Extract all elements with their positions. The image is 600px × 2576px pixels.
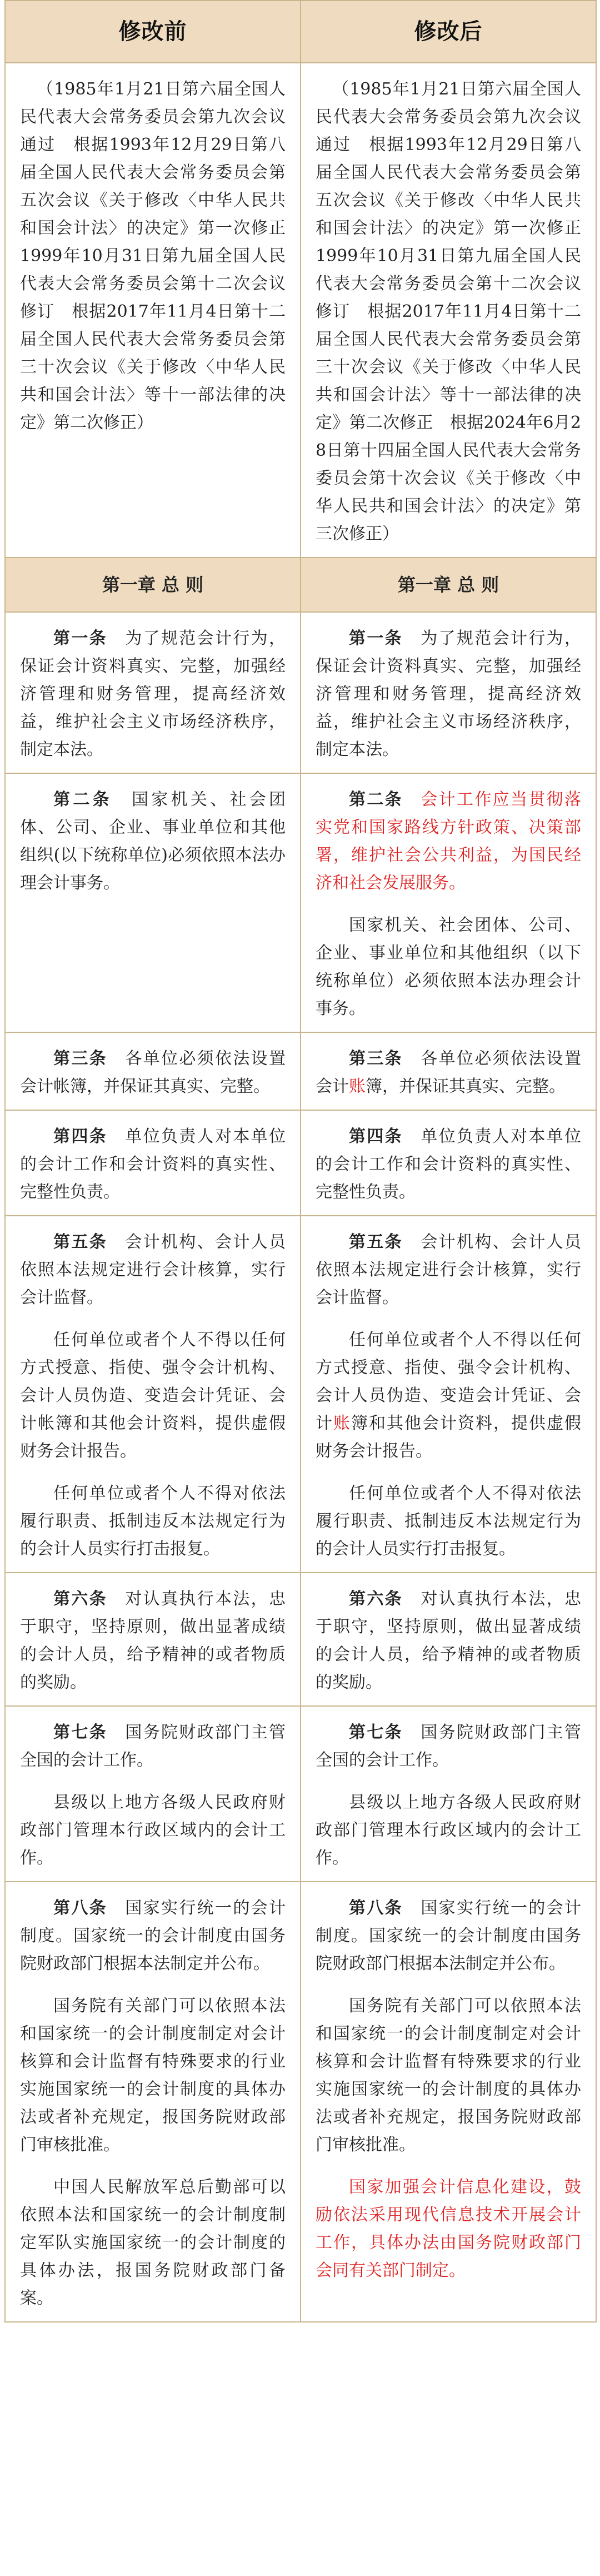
article-text: 国务院有关部门可以依照本法和国家统一的会计制度制定对会计核算和会计监督有特殊要求的行业实施国家统一的会计制度的具体办法或者补充规定，报国务院财政部门审核批准。 (20, 1996, 286, 2155)
paragraph (316, 786, 581, 897)
cell-after (301, 773, 596, 1032)
paragraph (20, 625, 286, 764)
cell-before (5, 773, 301, 1032)
article-text: 国务院财政部门主管全国的会计工作。 (316, 1723, 582, 1770)
article-number: 第七条 (53, 1723, 107, 1742)
cell-before (5, 1882, 301, 2322)
paragraph (316, 1045, 581, 1101)
article-number: 第五条 (53, 1232, 107, 1252)
paragraph (20, 76, 302, 437)
cell-before (5, 1110, 301, 1216)
table-row (5, 1032, 596, 1110)
article-number: 第七条 (349, 1723, 403, 1742)
paragraph (316, 1229, 581, 1312)
table-row (5, 1706, 596, 1882)
article-text: 国家机关、社会团体、公司、企业、事业单位和其他组织(以下统称单位)必须依照本法办理会计事务。 (20, 790, 286, 893)
article-number: 第一条 (53, 629, 107, 648)
article-text: 县级以上地方各级人民政府财政部门管理本行政区域内的会计工作。 (20, 1793, 286, 1868)
cell-before (5, 63, 301, 558)
paragraph (20, 1894, 286, 1978)
article-number: 第三条 (53, 1049, 107, 1068)
paragraph (20, 1585, 286, 1697)
article-number: 第一条 (349, 629, 403, 648)
article-text: （1985年1月21日第六届全国人民代表大会常务委员会第九次会议通过 根据1993年12月29日第八届全国人民代表大会常务委员会第五次会议《关于修改〈中华人民共和国会计法〉的决定》第一次修正 1999年10月31日第九届全国人民代表大会常务委员会第十二次会议修订 根据2017年11月4日第十二届全国人民代表大会常务委员会第三十次会议《关于修改〈中华人民共和国会计法〉等十一部法律的决定》第二次修正 根据2024年6月28日第十四届全国人民代表大会常务委员会第十次会议《关于修改〈中华人民共和国会计法〉的决定》第三次修正） (316, 79, 598, 544)
article-text: 单位负责人对本单位的会计工作和会计资料的真实性、完整性负责。 (316, 1127, 582, 1202)
table-row (5, 1216, 596, 1573)
article-text: 县级以上地方各级人民政府财政部门管理本行政区域内的会计工作。 (316, 1793, 581, 1868)
article-number: 第六条 (53, 1589, 107, 1609)
article-text: 各单位必须依法设置会计 (316, 1049, 582, 1096)
article-text: 簿和其他会计资料，提供虚假财务会计报告。 (316, 1414, 581, 1461)
table-row (5, 63, 596, 558)
cell-after (301, 1706, 596, 1882)
paragraph (316, 1585, 581, 1697)
article-text: 国务院财政部门主管全国的会计工作。 (20, 1723, 286, 1770)
cell-after (301, 1110, 596, 1216)
article-text: 国务院有关部门可以依照本法和国家统一的会计制度制定对会计核算和会计监督有特殊要求的行业实施国家统一的会计制度的具体办法或者补充规定，报国务院财政部门审核批准。 (316, 1996, 581, 2155)
chapter-heading-row (5, 558, 596, 612)
paragraph (316, 2174, 581, 2285)
article-number: 第六条 (349, 1589, 403, 1609)
table-header-row (5, 1, 596, 63)
cell-before (5, 1706, 301, 1882)
amended-text: 会计工作应当贯彻落实党和国家路线方针政策、决策部署，维护社会公共利益，为国民经济和社会发展服务。 (316, 790, 582, 893)
paragraph (316, 625, 581, 764)
table-body (5, 63, 596, 2322)
article-number: 第三条 (349, 1049, 403, 1068)
article-text: 会计机构、会计人员依照本法规定进行会计核算，实行会计监督。 (20, 1232, 286, 1307)
article-text: 会计机构、会计人员依照本法规定进行会计核算，实行会计监督。 (316, 1232, 582, 1307)
article-text: 对认真执行本法，忠于职守，坚持原则，做出显著成绩的会计人员，给予精神的或者物质的奖励。 (20, 1589, 286, 1692)
cell-after (301, 612, 596, 773)
paragraph (20, 1789, 286, 1872)
paragraph (316, 1894, 581, 1978)
paragraph (316, 912, 581, 1023)
paragraph (316, 1326, 581, 1465)
table-row (5, 1573, 596, 1706)
article-text: 国家实行统一的会计制度。国家统一的会计制度由国务院财政部门根据本法制定并公布。 (316, 1898, 582, 1973)
amended-text: 国家加强会计信息化建设，鼓励依法采用现代信息技术开展会计工作，具体办法由国务院财政部门会同有关部门制定。 (316, 2177, 581, 2280)
article-number: 第二条 (53, 790, 112, 809)
article-text: 为了规范会计行为，保证会计资料真实、完整，加强经济管理和财务管理，提高经济效益，维护社会主义市场经济秩序，制定本法。 (20, 629, 286, 759)
cell-after (301, 63, 596, 558)
paragraph (20, 786, 286, 897)
table-row (5, 1882, 596, 2322)
cell-after (301, 1882, 596, 2322)
column-header-before: 修改前 (5, 1, 301, 63)
table-row (5, 1110, 596, 1216)
paragraph (316, 1719, 581, 1774)
article-text: 为了规范会计行为，保证会计资料真实、完整，加强经济管理和财务管理，提高经济效益，维护社会主义市场经济秩序，制定本法。 (316, 629, 582, 759)
article-text: 国家实行统一的会计制度。国家统一的会计制度由国务院财政部门根据本法制定并公布。 (20, 1898, 286, 1973)
amended-text: 账 (333, 1414, 351, 1433)
paragraph (316, 76, 598, 548)
cell-before (5, 1216, 301, 1573)
article-text: 各单位必须依法设置会计帐簿，并保证其真实、完整。 (20, 1049, 286, 1096)
article-number: 第四条 (349, 1127, 403, 1146)
paragraph (316, 1789, 581, 1872)
article-text: 任何单位或者个人不得以任何方式授意、指使、强令会计机构、会计人员伪造、变造会计凭证、会计 (316, 1330, 581, 1433)
paragraph (20, 1123, 286, 1206)
cell-after (301, 1032, 596, 1110)
chapter-heading-before: 第一章 总 则 (5, 558, 301, 612)
paragraph (20, 1719, 286, 1774)
column-header-after: 修改后 (301, 1, 596, 63)
cell-before (5, 1573, 301, 1706)
article-number: 第四条 (53, 1127, 107, 1146)
article-text: 任何单位或者个人不得以任何方式授意、指使、强令会计机构、会计人员伪造、变造会计凭证、会计帐簿和其他会计资料，提供虚假财务会计报告。 (20, 1330, 286, 1461)
article-text: 单位负责人对本单位的会计工作和会计资料的真实性、完整性负责。 (20, 1127, 286, 1202)
article-number: 第八条 (349, 1898, 403, 1918)
paragraph (316, 1480, 581, 1563)
chapter-heading-after: 第一章 总 则 (301, 558, 596, 612)
comparison-table (4, 0, 597, 2323)
amended-text: 账 (349, 1077, 366, 1096)
table-row (5, 773, 596, 1032)
article-number: 第八条 (53, 1898, 107, 1918)
paragraph (20, 1045, 286, 1101)
cell-before (5, 612, 301, 773)
paragraph (20, 1229, 286, 1312)
article-text: 国家机关、社会团体、公司、企业、事业单位和其他组织（以下统称单位）必须依照本法办理会计事务。 (316, 916, 581, 1018)
paragraph (316, 1992, 581, 2159)
article-text: 任何单位或者个人不得对依法履行职责、抵制违反本法规定行为的会计人员实行打击报复。 (20, 1484, 286, 1559)
article-text: 簿，并保证其真实、完整。 (366, 1077, 566, 1096)
paragraph (20, 1992, 286, 2159)
cell-after (301, 1573, 596, 1706)
article-text: （1985年1月21日第六届全国人民代表大会常务委员会第九次会议通过 根据1993年12月29日第八届全国人民代表大会常务委员会第五次会议《关于修改〈中华人民共和国会计法〉的决定》第一次修正 1999年10月31日第九届全国人民代表大会常务委员会第十二次会议修订 根据2017年11月4日第十二届全国人民代表大会常务委员会第三十次会议《关于修改〈中华人民共和国会计法〉等十一部法律的决定》第二次修正） (20, 79, 302, 432)
article-text: 对认真执行本法，忠于职守，坚持原则，做出显著成绩的会计人员，给予精神的或者物质的奖励。 (316, 1589, 582, 1692)
paragraph (20, 1326, 286, 1465)
cell-after (301, 1216, 596, 1573)
table-row (5, 612, 596, 773)
article-text: 任何单位或者个人不得对依法履行职责、抵制违反本法规定行为的会计人员实行打击报复。 (316, 1484, 581, 1559)
article-number: 第五条 (349, 1232, 403, 1252)
paragraph (20, 2174, 286, 2313)
paragraph (316, 1123, 581, 1206)
paragraph (20, 1480, 286, 1563)
cell-before (5, 1032, 301, 1110)
article-text: 中国人民解放军总后勤部可以依照本法和国家统一的会计制度制定军队实施国家统一的会计制度的具体办法，报国务院财政部门备案。 (20, 2177, 286, 2308)
article-number: 第二条 (349, 790, 403, 809)
